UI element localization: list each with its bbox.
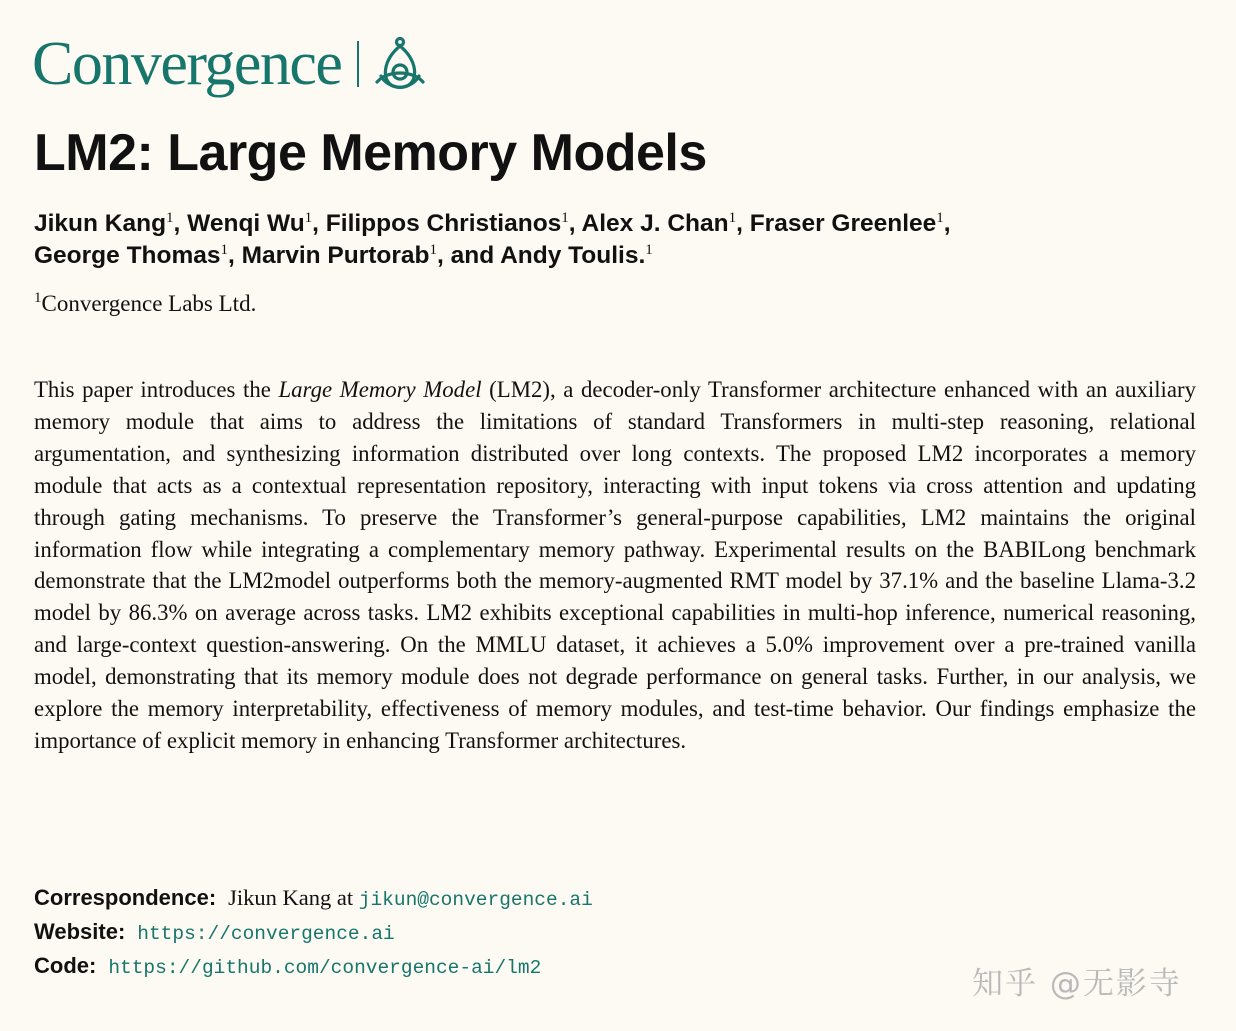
author-name: George Thomas <box>34 242 221 269</box>
abstract-text-rest: (LM2), a decoder-only Transformer architecture enhanced with an auxiliary memory module that aims to address the limitations of standard Transformers in multi-step reasoning, relational argumentation, and synthesizing information distributed over long contexts. The proposed LM2 incorporates a memory module that acts as a contextual representation repository, interacting with input tokens via cross attention and updating through gating mechanisms. To preserve the Transformer’s general-purpose capabilities, LM2 maintains the original information flow while integrating a complementary memory pathway. Experimental results on the BABILong benchmark demonstrate that the LM2model outperforms both the memory-augmented RMT model by 37.1% and the baseline Llama-3.2 model by 86.3% on average across tasks. LM2 exhibits exceptional capabilities in multi-hop inference, numerical reasoning, and large-context question-answering. On the MMLU dataset, it achieves a 5.0% improvement over a pre-trained vanilla model, demonstrating that its memory module does not degrade performance on general tasks. Further, in our analysis, we explore the memory interpretability, effectiveness of memory modules, and test-time behavior. Our findings emphasize the importance of explicit memory in enhancing Transformer architectures. <box>34 377 1197 753</box>
author-name: Alex J. Chan <box>581 210 729 237</box>
correspondence-label: Correspondence: <box>34 885 217 910</box>
logo-divider <box>357 41 359 87</box>
abstract-text-start: This paper introduces the <box>34 377 279 402</box>
code-label: Code: <box>34 953 97 978</box>
author-affiliation-marker: 1 <box>429 242 438 258</box>
correspondence-row <box>34 882 593 916</box>
correspondence-text: Jikun Kang at <box>228 885 359 910</box>
affiliation-marker: 1 <box>34 290 42 306</box>
author-name: and Andy Toulis. <box>450 242 646 269</box>
triquetra-knot-icon <box>373 34 427 94</box>
author-name: Fraser Greenlee <box>749 210 937 237</box>
abstract-emphasis: Large Memory Model <box>278 377 482 402</box>
convergence-logo <box>32 28 427 100</box>
author-name: Wenqi Wu <box>187 210 305 237</box>
author-name: Filippos Christianos <box>325 210 562 237</box>
website-link[interactable]: https://convergence.ai <box>137 923 395 945</box>
correspondence-email-link[interactable]: jikun@convergence.ai <box>358 889 593 911</box>
author-affiliation-marker: 1 <box>220 242 229 258</box>
paper-metadata <box>34 882 593 984</box>
author-list: Jikun Kang$^1$, Wenqi Wu$^1$, Filippos Christianos$^1$, Alex J. Chan$^1$, Fraser Greenlee$^1$, George Thomas$^1$, Marvin Purtorab$^1$, and Andy Toulis.$^1$ <box>34 210 951 269</box>
logo-wordmark: Convergence <box>32 30 342 98</box>
watermark: 知乎 @无影寺 <box>972 966 1182 1002</box>
website-label: Website: <box>34 919 126 944</box>
author-affiliation-marker: 1 <box>304 210 313 226</box>
author-name: Marvin Purtorab <box>241 242 430 269</box>
code-row <box>34 950 593 984</box>
author-affiliation-marker: 1 <box>166 210 174 226</box>
author-affiliation-marker: 1 <box>936 210 944 226</box>
code-link[interactable]: https://github.com/convergence-ai/lm2 <box>108 957 542 979</box>
author-affiliation-marker: 1 <box>728 210 737 226</box>
abstract <box>34 374 1196 757</box>
paper-title: LM2: Large Memory Models <box>34 124 707 182</box>
author-name: Jikun Kang <box>34 210 167 237</box>
affiliation <box>34 288 256 320</box>
author-affiliation-marker: 1 <box>645 242 653 258</box>
affiliation-text: Convergence Labs Ltd. <box>41 291 257 316</box>
website-row <box>34 916 593 950</box>
author-affiliation-marker: 1 <box>561 210 569 226</box>
